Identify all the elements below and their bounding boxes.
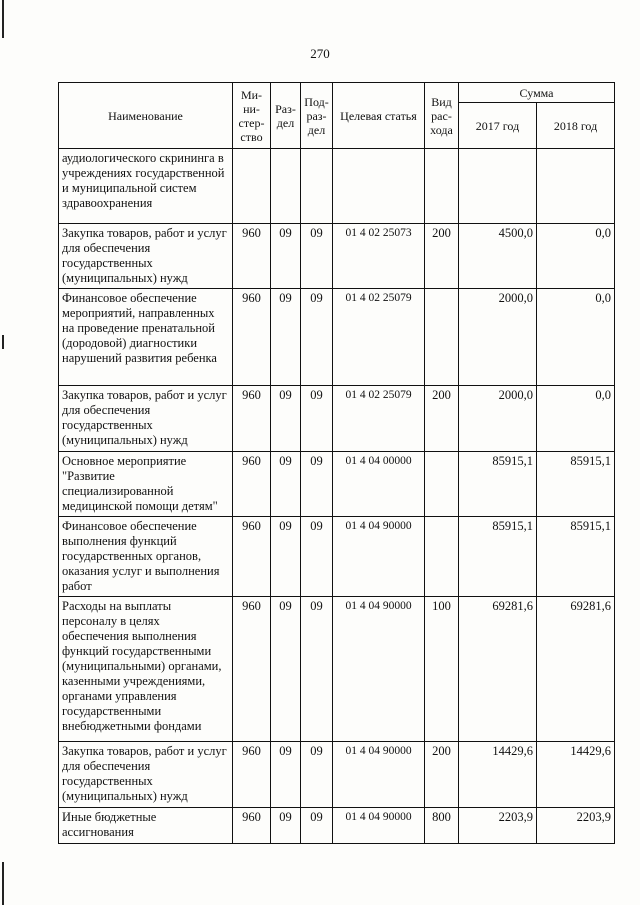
row-target: 01 4 02 25079 <box>333 289 425 386</box>
row-name: Финансовое обеспечение мероприятий, направленных на проведение пренатальной (дородовой) диагностики нарушений развития ребенка <box>59 289 233 386</box>
table-row <box>59 224 615 289</box>
table-row <box>59 289 615 386</box>
row-subsection: 09 <box>301 386 333 452</box>
row-target <box>333 149 425 224</box>
header-sum: Сумма <box>459 83 615 103</box>
header-section: Раз-дел <box>271 83 301 149</box>
row-section: 09 <box>271 452 301 517</box>
row-ministry: 960 <box>233 386 271 452</box>
row-2018: 0,0 <box>537 224 615 289</box>
row-type <box>425 452 459 517</box>
row-2017: 69281,6 <box>459 597 537 742</box>
row-target: 01 4 04 90000 <box>333 742 425 808</box>
row-target: 01 4 04 90000 <box>333 517 425 597</box>
row-name: аудиологического скрининга в учреждениях государственной и муниципальной систем здравоохранения <box>59 149 233 224</box>
row-ministry: 960 <box>233 517 271 597</box>
scan-edge-mark-bottom <box>2 862 4 905</box>
row-ministry: 960 <box>233 289 271 386</box>
row-type: 200 <box>425 386 459 452</box>
row-type <box>425 149 459 224</box>
row-ministry: 960 <box>233 808 271 844</box>
header-year-2017: 2017 год <box>459 103 537 149</box>
row-section: 09 <box>271 597 301 742</box>
row-name: Основное мероприятие "Развитие специализированной медицинской помощи детям" <box>59 452 233 517</box>
row-target: 01 4 04 90000 <box>333 808 425 844</box>
header-name: Наименование <box>59 83 233 149</box>
row-2018 <box>537 149 615 224</box>
row-type: 200 <box>425 742 459 808</box>
row-subsection: 09 <box>301 808 333 844</box>
row-name: Расходы на выплаты персоналу в целях обеспечения выполнения функций государственными (муниципальными) органами, казенными учреждениями, органами управления государственными внебюджетными фондами <box>59 597 233 742</box>
row-2017: 85915,1 <box>459 452 537 517</box>
row-subsection: 09 <box>301 742 333 808</box>
row-subsection: 09 <box>301 517 333 597</box>
row-subsection <box>301 149 333 224</box>
table-row <box>59 808 615 844</box>
row-target: 01 4 02 25079 <box>333 386 425 452</box>
row-2017: 2000,0 <box>459 386 537 452</box>
row-2018: 2203,9 <box>537 808 615 844</box>
row-2017: 2203,9 <box>459 808 537 844</box>
scan-edge-mark-top <box>2 0 4 38</box>
header-target: Целевая статья <box>333 83 425 149</box>
table-header <box>59 83 615 149</box>
row-section: 09 <box>271 386 301 452</box>
row-2018: 0,0 <box>537 386 615 452</box>
row-2018: 85915,1 <box>537 517 615 597</box>
header-expense-type: Вид рас-хода <box>425 83 459 149</box>
page-number: 270 <box>310 46 330 61</box>
row-section: 09 <box>271 742 301 808</box>
row-ministry: 960 <box>233 452 271 517</box>
row-section <box>271 149 301 224</box>
table-row <box>59 149 615 224</box>
row-subsection: 09 <box>301 289 333 386</box>
table-row <box>59 452 615 517</box>
row-2017: 2000,0 <box>459 289 537 386</box>
row-2018: 85915,1 <box>537 452 615 517</box>
row-ministry: 960 <box>233 597 271 742</box>
row-name: Финансовое обеспечение выполнения функций государственных органов, оказания услуг и выполнения работ <box>59 517 233 597</box>
row-subsection: 09 <box>301 452 333 517</box>
row-2017: 4500,0 <box>459 224 537 289</box>
row-target: 01 4 04 90000 <box>333 597 425 742</box>
row-type: 800 <box>425 808 459 844</box>
row-2018: 69281,6 <box>537 597 615 742</box>
row-subsection: 09 <box>301 224 333 289</box>
row-subsection: 09 <box>301 597 333 742</box>
row-target: 01 4 02 25073 <box>333 224 425 289</box>
table-body <box>59 149 615 844</box>
scan-edge-mark-middle <box>2 335 4 349</box>
row-type <box>425 289 459 386</box>
row-2017 <box>459 149 537 224</box>
row-section: 09 <box>271 289 301 386</box>
row-name: Закупка товаров, работ и услуг для обеспечения государственных (муниципальных) нужд <box>59 224 233 289</box>
row-2018: 14429,6 <box>537 742 615 808</box>
row-2018: 0,0 <box>537 289 615 386</box>
row-ministry <box>233 149 271 224</box>
header-ministry: Ми-ни-стер-ство <box>233 83 271 149</box>
row-name: Закупка товаров, работ и услуг для обеспечения государственных (муниципальных) нужд <box>59 386 233 452</box>
table-row <box>59 517 615 597</box>
row-name: Иные бюджетные ассигнования <box>59 808 233 844</box>
table-row <box>59 742 615 808</box>
row-section: 09 <box>271 808 301 844</box>
table-row <box>59 386 615 452</box>
row-2017: 14429,6 <box>459 742 537 808</box>
row-ministry: 960 <box>233 742 271 808</box>
row-section: 09 <box>271 224 301 289</box>
header-subsection: Под-раз-дел <box>301 83 333 149</box>
row-section: 09 <box>271 517 301 597</box>
row-type <box>425 517 459 597</box>
row-target: 01 4 04 00000 <box>333 452 425 517</box>
table-row <box>59 597 615 742</box>
row-type: 100 <box>425 597 459 742</box>
budget-table <box>58 82 615 844</box>
header-year-2018: 2018 год <box>537 103 615 149</box>
row-ministry: 960 <box>233 224 271 289</box>
row-2017: 85915,1 <box>459 517 537 597</box>
row-type: 200 <box>425 224 459 289</box>
row-name: Закупка товаров, работ и услуг для обеспечения государственных (муниципальных) нужд <box>59 742 233 808</box>
